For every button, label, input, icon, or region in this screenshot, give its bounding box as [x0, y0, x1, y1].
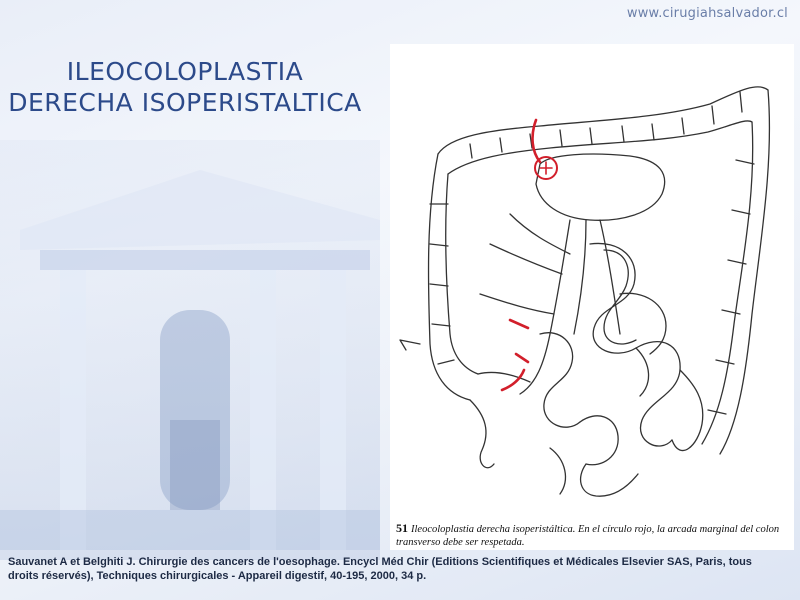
anatomical-illustration [390, 44, 794, 550]
slide-title-line-1: ILEOCOLOPLASTIA [66, 57, 304, 86]
colon-drawing [390, 44, 794, 514]
slide-title [0, 56, 370, 118]
citation-text: Sauvanet A et Belghiti J. Chirurgie des cancers de l'oesophage. Encycl Méd Chir (Editions Scientifiques et Médicales Elsevier SAS, Paris, tous droits réservés), Techniques chirurgicales - Appareil digestif, 40-195, 2000, 34 p. [8, 556, 752, 582]
figure-caption [396, 522, 788, 549]
caption-number: 51 [396, 521, 408, 535]
caption-text: Ileocoloplastia derecha isoperistáltica. En el círculo rojo, la arcada marginal del colon transverso debe ser respetada. [396, 524, 780, 548]
red-marks [502, 120, 557, 390]
site-url: www.cirugiahsalvador.cl [626, 6, 788, 21]
slide-title-line-2: DERECHA ISOPERISTALTICA [8, 88, 362, 117]
